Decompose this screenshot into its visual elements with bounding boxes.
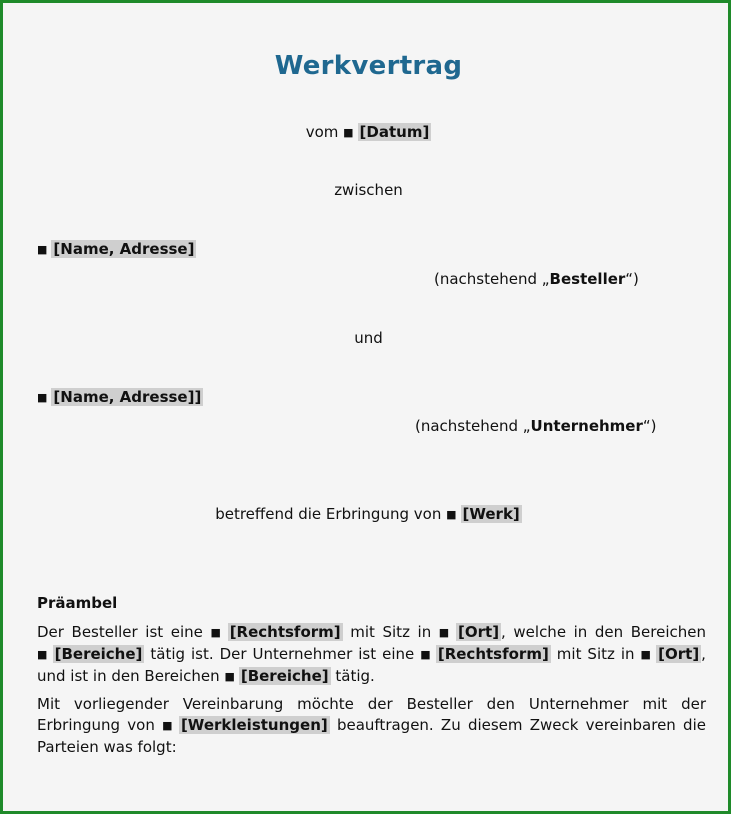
- bullet-icon: ■: [438, 626, 453, 639]
- party2-line: [37, 388, 203, 406]
- work-services-placeholder[interactable]: [Werkleistungen]: [180, 716, 328, 734]
- role-suffix: “): [625, 270, 639, 288]
- legal-form-placeholder[interactable]: [Rechtsform]: [229, 623, 341, 641]
- text: , welche in den Bereichen: [501, 623, 706, 641]
- text: tätig.: [335, 667, 375, 685]
- date-placeholder[interactable]: [Datum]: [359, 123, 430, 141]
- between-text: zwischen: [334, 181, 403, 199]
- bullet-icon: ■: [37, 648, 49, 661]
- document-title: Werkvertrag: [274, 51, 463, 81]
- location-placeholder[interactable]: [Ort]: [458, 623, 500, 641]
- preamble-paragraph-1: [37, 622, 706, 688]
- areas-placeholder[interactable]: [Bereiche]: [240, 667, 329, 685]
- bullet-icon: ■: [162, 719, 175, 732]
- bullet-icon: ■: [37, 391, 48, 404]
- bullet-icon: ■: [37, 243, 48, 256]
- party2-role: [415, 417, 657, 435]
- bullet-icon: ■: [210, 626, 224, 639]
- bullet-icon: ■: [446, 508, 457, 521]
- subject-line: [3, 505, 731, 523]
- subject-prefix: betreffend die Erbringung von: [215, 505, 442, 523]
- bullet-icon: ■: [640, 648, 653, 661]
- bullet-icon: ■: [224, 670, 235, 683]
- and-text: und: [354, 329, 383, 347]
- preamble-heading: Präambel: [37, 594, 118, 612]
- preamble-paragraph-2: [37, 694, 706, 758]
- date-line: [3, 123, 731, 141]
- date-prefix: vom: [305, 123, 339, 141]
- role-prefix: (nachstehend „: [434, 270, 550, 288]
- party1-role: [434, 270, 639, 288]
- text: beauftragen. Zu diesem Zweck vereinbaren die Parteien was folgt:: [37, 716, 706, 756]
- areas-placeholder[interactable]: [Bereiche]: [54, 645, 143, 663]
- role-name: Besteller: [549, 270, 626, 288]
- bullet-icon: ■: [420, 648, 432, 661]
- legal-form-placeholder[interactable]: [Rechtsform]: [437, 645, 549, 663]
- party1-line: [37, 240, 196, 258]
- text: Der Besteller ist eine: [37, 623, 203, 641]
- text: mit Sitz in: [350, 623, 432, 641]
- party2-placeholder[interactable]: [Name, Adresse]]: [53, 388, 202, 406]
- role-name: Unternehmer: [530, 417, 643, 435]
- text: mit Sitz in: [556, 645, 635, 663]
- text: , und ist in den Bereichen: [37, 645, 706, 685]
- location-placeholder[interactable]: [Ort]: [658, 645, 700, 663]
- text: tätig ist. Der Unternehmer ist eine: [150, 645, 415, 663]
- work-placeholder[interactable]: [Werk]: [462, 505, 520, 523]
- party1-placeholder[interactable]: [Name, Adresse]: [53, 240, 195, 258]
- bullet-icon: ■: [343, 126, 354, 139]
- role-prefix: (nachstehend „: [415, 417, 531, 435]
- text: Mit vorliegender Vereinbarung möchte der Besteller den Unternehmer mit der Erbringung von: [37, 695, 706, 734]
- role-suffix: “): [642, 417, 657, 435]
